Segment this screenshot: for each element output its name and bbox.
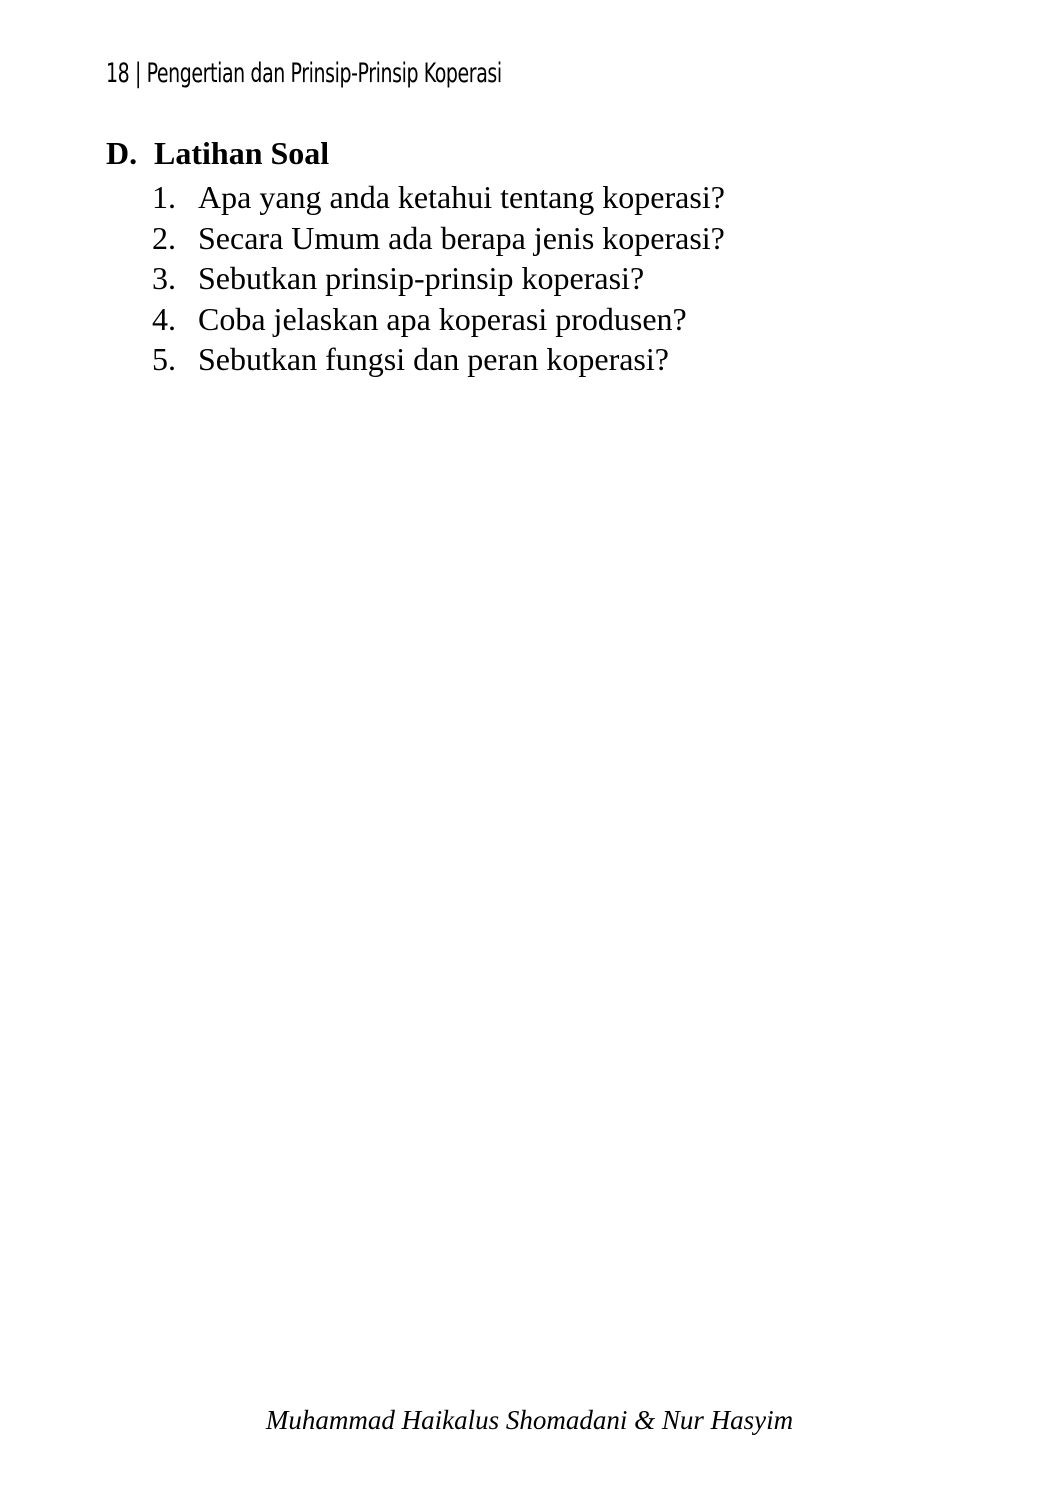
question-number: 5. (152, 341, 176, 377)
question-number: 4. (152, 300, 176, 337)
list-item (152, 299, 725, 340)
exercise-section (106, 133, 725, 380)
question-text: Coba jelaskan apa koperasi produsen? (198, 300, 687, 337)
question-list (106, 177, 725, 380)
section-title: Latihan Soal (154, 135, 330, 171)
page-footer-authors: Muhammad Haikalus Shomadani & Nur Hasyim (265, 1405, 794, 1435)
running-header: 18 | Pengertian dan Prinsip-Prinsip Koperasi (106, 58, 502, 89)
section-heading (106, 133, 725, 173)
list-item (152, 177, 725, 218)
question-text: Apa yang anda ketahui tentang koperasi? (198, 179, 725, 215)
section-letter: D. (106, 135, 138, 171)
question-number: 2. (152, 219, 176, 256)
question-text: Sebutkan prinsip-prinsip koperasi? (198, 260, 645, 296)
list-item (152, 218, 725, 259)
question-number: 3. (152, 260, 176, 296)
question-text: Secara Umum ada berapa jenis koperasi? (198, 219, 725, 256)
list-item (152, 258, 725, 299)
list-item (152, 339, 725, 380)
question-number: 1. (152, 179, 176, 215)
question-text: Sebutkan fungsi dan peran koperasi? (198, 341, 669, 377)
